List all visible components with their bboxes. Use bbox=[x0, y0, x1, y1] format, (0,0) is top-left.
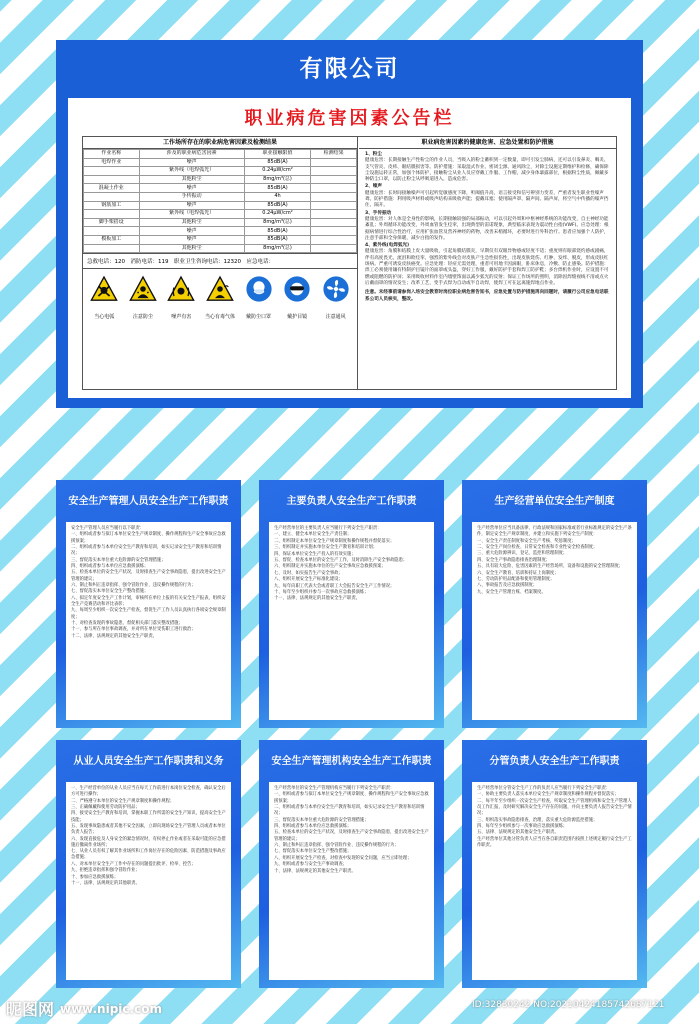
table-cell: 0.24μW/cm² bbox=[244, 210, 311, 219]
sign-item bbox=[125, 275, 161, 320]
board-item: 生产经营单位分管安全生产工作的负责人应当履行下列安全生产职责： bbox=[477, 786, 611, 791]
board-item: 十、法律、法规规定的其他安全生产职责。 bbox=[274, 868, 356, 874]
sign-label: 当心有毒气体 bbox=[204, 314, 235, 321]
column-header: 作业名称 bbox=[84, 150, 140, 159]
board-item: 四、组织或者参与本单位应急救援演练； bbox=[71, 563, 149, 569]
table-row bbox=[84, 192, 357, 201]
board-item: 安全生产管理人员应当履行以下职责： bbox=[71, 526, 145, 531]
board-content bbox=[269, 782, 434, 980]
column-header: 涉及的职业病危害因素 bbox=[139, 150, 244, 159]
board-item: 一、安全生产责任制度和安全生产考核、奖惩制度； bbox=[477, 538, 576, 544]
board-item: 一、协助主要负责人落实本单位安全生产规章制度和操作规程并督促落实； bbox=[477, 792, 619, 798]
board-item: 十一、法律、法规规定的其他职责。 bbox=[71, 880, 140, 886]
sign-label: 注意防尘 bbox=[132, 314, 153, 321]
table-cell: 其他粉尘 bbox=[139, 175, 244, 184]
board-item: 三、组织落实事故隐患排查、治理，落实重大危险源监控措施； bbox=[477, 817, 598, 823]
table-row bbox=[84, 201, 357, 210]
hazard-table bbox=[83, 149, 357, 253]
sign-item bbox=[202, 275, 238, 320]
bulletin-title: 职业病危害因素公告栏 bbox=[244, 108, 455, 129]
board-title: 安全生产管理人员安全生产工作职责 bbox=[68, 496, 229, 507]
table-cell: 模板加工 bbox=[84, 235, 140, 244]
section-body: 健康危害：长时间接触噪声可引起听觉敏感度下降，听阈值升高，语言接受和信号辨别力变差，严重者发生职业性噪声聋。防护措施：利用吸声材料或吸声结构来吸收声能；提戴耳塞；使用隔声罩、隔声间、隔声屏，将空气中传播的噪声挡住、隔开。 bbox=[365, 190, 609, 209]
board-item: 九、组织或者参与安全生产事故调查； bbox=[274, 862, 348, 868]
emergency-phones: 急救电话：120 消防电话：119 职业卫生咨询电话：12320 应急电话： bbox=[83, 253, 357, 269]
board-item: 二、严格遵守本单位的安全生产规章制度和操作规程； bbox=[71, 798, 175, 804]
board-item: 九、安全生产管理台账、档案制度。 bbox=[477, 589, 546, 595]
table-cell: 85dB(A) bbox=[244, 201, 311, 210]
board-item: 四、组织或者参与本单位应急救援演练； bbox=[274, 823, 352, 829]
board-item: 七、劳动防护用品配备和使用管理制度； bbox=[477, 576, 555, 582]
column-header: 检测结果 bbox=[311, 150, 357, 159]
table-cell: 噪声 bbox=[139, 235, 244, 244]
section-title: 2、噪声 bbox=[365, 184, 382, 190]
board-item: 一、建立、健全本单位安全生产责任制； bbox=[274, 532, 352, 538]
table-cell: 电焊作业 bbox=[84, 158, 140, 167]
board-item: 生产经营单位的安全生产管理机构应当履行下列安全生产职责： bbox=[274, 786, 395, 791]
board-item: 九、每周至少组织一次安全生产检查，督促生产工作人员认真执行各项安全规章制度； bbox=[71, 608, 226, 620]
table-row bbox=[84, 167, 357, 176]
table-row bbox=[84, 175, 357, 184]
sign-item bbox=[86, 275, 122, 320]
table-cell bbox=[311, 184, 357, 193]
board-item: 八、组织开展安全生产标准化建设； bbox=[274, 577, 343, 583]
table-cell bbox=[84, 192, 140, 201]
board-item: 四、每年至少组织参与一次事故应急救援演练； bbox=[477, 823, 568, 829]
table-cell: 4h bbox=[244, 192, 311, 201]
board-content bbox=[472, 782, 637, 980]
section-body: 健康危害：角膜和结膜上皮大量吸收，引起角膜结膜炎，早期仅有双眼异物感或轻度不适；重度则有眼部烧灼感或剧痛，伴有高度畏光、流泪和睑痉挛，强烈的紫外线会对皮肤产生急性损伤性，出现皮肤烧伤、红肿、发痒、脱皮，形成皮肤红斑病。严重可诱发皮肤癌变。应急处理：轻症无需处理，重者可用地卡因滴眼，卧床休息，冷敷、防止感染。防护措施：焊工必须使用镶有特制护目镜片的面罩或头盔，穿好工作服，戴好防护手套和焊工防护鞋；多台焊机作业时，应设置不可燃或阻燃的防护屏；采用吸收材料作室内墙壁饰面以减少弧光的反射；保证工作场所的照明，消除因焊缝视线不清或点火后戴面罩的情况发生；改革工艺，变手式焊为自动或半自动焊，使焊工可在远离施焊地点作业。 bbox=[365, 249, 609, 286]
sign-item bbox=[241, 275, 277, 320]
board-item: 三、重大危险源辨识、登记、监控和管理制度； bbox=[477, 551, 568, 557]
responsibility-board bbox=[56, 480, 241, 728]
board-content bbox=[66, 782, 231, 980]
measures-text bbox=[359, 149, 616, 305]
table-cell: 8mg/m³(总) bbox=[244, 218, 311, 227]
board-item: 六、安全生产教育、培训和持证上岗制度； bbox=[477, 570, 559, 576]
table-cell: 8mg/m³(总) bbox=[244, 244, 311, 253]
board-item: 二、安全生产岗位检查、日常安全检查和专业性安全检查制度； bbox=[477, 544, 598, 550]
board-item: 七、督促落实本单位安全生产整改措施； bbox=[274, 849, 352, 855]
board-item: 二、组织或者参与本单位安全生产教育和培训，如实记录安全生产教育和培训情况； bbox=[274, 804, 425, 817]
table-cell bbox=[311, 235, 357, 244]
board-item: 生产经营单位其他分管负责人应当在各自职责范围内按照上述规定履行安全生产工作职责。 bbox=[477, 836, 632, 848]
table-header-row bbox=[84, 150, 357, 159]
board-item: 五、检查本单位的安全生产状况，及时排查生产安全事故隐患，提出改进安全生产管理的建议； bbox=[71, 570, 226, 582]
column-header: 职业接触限值 bbox=[244, 150, 311, 159]
board-item: 三、正确佩戴和使用劳动防护用品； bbox=[71, 804, 140, 810]
sign-item bbox=[279, 275, 315, 320]
board-item: 七、从业人员有权了解其作业场所和工作岗位存在的危险因素、防范措施及事故应急措施； bbox=[71, 849, 226, 861]
poison-warning-icon bbox=[90, 275, 118, 303]
table-cell: 紫外线（电焊弧光） bbox=[139, 210, 244, 219]
watermark-id: ID:32830242 NO:20210424185742687121 bbox=[472, 1000, 665, 1010]
table-row bbox=[84, 235, 357, 244]
board-item: 八、组织开展安全生产检查，对检查中发现的安全问题，应当立即处理； bbox=[274, 855, 412, 861]
board-item: 二、每半年至少组织一次安全生产检查，听取安全生产管理机构和安全生产管理人员工作汇报，及时研究解决安全生产存在的问题，并向主要负责人报告安全生产情况； bbox=[477, 798, 632, 817]
gas-warning-icon bbox=[206, 275, 234, 303]
section-title: 1、粉尘 bbox=[365, 152, 382, 157]
section-title: 3、手传振动 bbox=[365, 210, 392, 216]
table-row bbox=[84, 218, 357, 227]
board-item: 十一、法律、法规规定的其他安全生产职责。 bbox=[274, 596, 360, 602]
table-cell bbox=[311, 167, 357, 176]
board-item: 三、督促落实本单位重大危险源的安全管理措施； bbox=[274, 817, 369, 823]
table-cell bbox=[311, 210, 357, 219]
board-item: 八、对本单位安全生产工作中存在的问题提出批评、检举、控告； bbox=[71, 861, 196, 867]
board-item: 六、制止和纠正违章指挥、强令冒险作业、违反操作规程的行为； bbox=[274, 842, 399, 848]
ventilation-icon bbox=[322, 275, 350, 303]
board-title: 生产经营单位安全生产制度 bbox=[494, 496, 615, 507]
board-item: 六、组织制定并实施本单位的生产安全事故应急救援预案； bbox=[274, 564, 386, 570]
dust-mask-icon bbox=[245, 275, 273, 303]
table-cell bbox=[311, 227, 357, 236]
responsibility-board bbox=[259, 740, 444, 988]
board-item: 五、督促、检查本单位的安全生产工作，及时消除生产安全事故隐患； bbox=[274, 557, 408, 563]
warning-signs bbox=[83, 269, 357, 320]
watermark-url: www.nipic.com bbox=[60, 1002, 162, 1016]
sign-item bbox=[163, 275, 199, 320]
board-title: 从业人员安全生产工作职责和义务 bbox=[73, 756, 224, 767]
section-title: 4、紫外线(电焊弧光) bbox=[365, 243, 410, 249]
board-content bbox=[269, 522, 434, 720]
table-cell: 85dB(A) bbox=[244, 227, 311, 236]
watermark-site: 昵图网 bbox=[6, 1000, 55, 1019]
board-item: 十、对检查发现的事故隐患，督促相关部门落实整改措施； bbox=[71, 620, 183, 626]
responsibility-board bbox=[462, 740, 647, 988]
bulletin-content bbox=[68, 98, 631, 398]
sign-label: 戴防尘口罩 bbox=[246, 314, 272, 321]
hazard-factors-panel bbox=[83, 137, 358, 389]
info-panel bbox=[82, 136, 617, 390]
table-cell: 85dB(A) bbox=[244, 235, 311, 244]
table-cell: 噪声 bbox=[139, 158, 244, 167]
table-cell bbox=[311, 244, 357, 253]
table-cell: 混凝土作业 bbox=[84, 184, 140, 193]
board-item: 生产经营单位应当具备法律、行政法规和国家标准或者行业标准规定的安全生产条件，制定安全生产规章制度，并建立和实施下列安全生产制度： bbox=[477, 526, 632, 538]
board-item: 十二、法律、法规规定的其他安全生产职责。 bbox=[71, 633, 157, 639]
sign-label: 注意通风 bbox=[325, 314, 346, 321]
board-item: 二、组织或者参与本单位安全生产教育和培训，如实记录安全生产教育和培训情况； bbox=[71, 544, 222, 557]
board-item: 十一、参与所在单位事故调查，并对所在单位受伤职工进行救治； bbox=[71, 627, 196, 633]
table-cell: 8mg/m³(总) bbox=[244, 175, 311, 184]
table-cell bbox=[311, 158, 357, 167]
table-cell: 0.24μW/cm² bbox=[244, 167, 311, 176]
section-body: 健康危害：长期接触生产性粉尘的作业人员，当吸入的粉尘蓄积到一定数量，即可引发尘肺病，还可以引发鼻炎、咽炎、支气管炎、皮疹、眼结膜损害等。防护措施：采取湿式作业、密闭尘源、通风除尘，对除尘设施定期维护和检修，确保除尘设施运转正常，加强个体防护，接触粉尘从业人员应穿戴工作服、工作帽，减少身体暴露部位，根据粉尘性质，佩戴多种防尘口罩，以防止粉尘从呼吸道进入，造成危害。 bbox=[365, 158, 609, 183]
board-item: 五、发现事故隐患或者其他不安全因素，立即向现场安全生产管理人员或者本单位负责人报告； bbox=[71, 823, 226, 836]
table-cell: 噪声 bbox=[139, 184, 244, 193]
table-cell bbox=[84, 167, 140, 176]
table-cell: 其他粉尘 bbox=[139, 244, 244, 253]
main-bulletin-board bbox=[56, 40, 643, 408]
table-row bbox=[84, 158, 357, 167]
responsibility-board bbox=[462, 480, 647, 728]
sign-label: 噪声有害 bbox=[171, 314, 192, 321]
table-cell bbox=[84, 210, 140, 219]
board-item: 三、组织制定并实施本单位安全生产教育和培训计划； bbox=[274, 545, 378, 551]
board-item: 九、拒绝违章指挥和强令冒险作业； bbox=[71, 868, 140, 874]
board-item: 八、事故报告及应急救援制度； bbox=[477, 583, 538, 589]
table-cell: 85dB(A) bbox=[244, 158, 311, 167]
table-cell bbox=[84, 227, 140, 236]
measures-header: 职业病危害因素的健康危害、应急处置和防护措施 bbox=[359, 137, 616, 149]
board-item: 一、生产经营单位的从业人员应当在每天工作前进行本岗位安全检查，确认安全后方可进行操作； bbox=[71, 786, 226, 798]
responsibility-board bbox=[259, 480, 444, 728]
table-cell bbox=[311, 192, 357, 201]
board-item: 五、法律、法规规定的其他安全生产职责。 bbox=[477, 830, 559, 836]
table-cell: 85dB(A) bbox=[244, 184, 311, 193]
table-cell bbox=[311, 175, 357, 184]
board-item: 三、督促落实本单位重大危险源的安全管理措施； bbox=[71, 557, 166, 563]
hazard-table-header: 工作场所存在的职业病危害因素及检测结果 bbox=[83, 137, 357, 149]
board-item: 四、保证本单位安全生产投入的有效实施； bbox=[274, 551, 356, 557]
board-item: 七、督促落实本单位安全生产整改措施； bbox=[71, 589, 149, 595]
board-content bbox=[66, 522, 231, 720]
board-item: 十、参加应急救援演练； bbox=[71, 874, 119, 880]
table-row bbox=[84, 227, 357, 236]
table-row bbox=[84, 244, 357, 253]
table-cell: 噪声 bbox=[139, 201, 244, 210]
table-cell bbox=[311, 218, 357, 227]
board-title: 分管负责人安全生产工作职责 bbox=[489, 756, 620, 767]
table-cell: 噪声 bbox=[139, 227, 244, 236]
board-item: 五、检查本单位的安全生产状况，及时排查生产安全事故隐患，提出改进安全生产管理的建议； bbox=[274, 830, 429, 842]
board-item: 一、组织或者参与拟订本单位安全生产规章制度、操作规程和生产安全事故应急救援预案； bbox=[274, 792, 429, 804]
board-item: 六、制止和纠正违章指挥、强令冒险作业、违反操作规程的行为； bbox=[71, 582, 196, 588]
board-item: 六、发现直接危及人身安全的紧急情况时，有权停止作业或者在采取可能的应急措施后撤离作业场所； bbox=[71, 836, 226, 848]
health-measures-panel bbox=[359, 137, 616, 389]
table-cell: 其他粉尘 bbox=[139, 218, 244, 227]
board-item: 九、每年向职工代表大会或者职工大会报告安全生产工作情况； bbox=[274, 583, 395, 589]
table-cell: 钢筋加工 bbox=[84, 201, 140, 210]
board-item: 生产经营单位的主要负责人应当履行下列安全生产职责： bbox=[274, 526, 382, 531]
table-cell: 脚手架搭设 bbox=[84, 218, 140, 227]
company-title: 有限公司 bbox=[299, 56, 400, 82]
sign-item bbox=[318, 275, 354, 320]
board-title: 安全生产管理机构安全生产工作职责 bbox=[271, 756, 432, 767]
table-cell bbox=[311, 201, 357, 210]
board-item: 五、具有较大危险、危害因素的生产经营场所、设备和设施的安全管理制度； bbox=[477, 564, 624, 570]
board-item: 七、及时、如实报告生产安全事故； bbox=[274, 570, 343, 576]
section-body: 健康危害：对人体是全身性的影响，长期接触较强的局部振动，可以引起外周和中枢神经系统的功能改变，自主神经功能紊乱；外周循环功能改变，外周血管发生痉挛，出现典型的雷诺现象，典型临床表现为震动性白指(VWF)。应急处理：根据病情进行综合性治疗，应用扩张血管及营养神经的药物，改善末梢循环，必要时进行外科治疗。患者应加强个人防护，注意手部和全身保暖，减少白指的发作。 bbox=[365, 216, 609, 241]
board-title: 主要负责人安全生产工作职责 bbox=[286, 496, 417, 507]
board-item: 一、组织或者参与拟订本单位安全生产规章制度、操作规程和生产安全事故应急救援预案； bbox=[71, 532, 226, 544]
board-content bbox=[472, 522, 637, 720]
sign-label: 戴护目镜 bbox=[287, 314, 308, 321]
board-item: 四、安全生产事故隐患排查治理制度； bbox=[477, 557, 551, 563]
table-cell bbox=[84, 175, 140, 184]
table-row bbox=[84, 184, 357, 193]
table-cell: 紫外线（电焊弧光） bbox=[139, 167, 244, 176]
table-cell: 手传振动 bbox=[139, 192, 244, 201]
board-item: 二、组织制定本单位安全生产规章制度和操作规程并督促落实； bbox=[274, 538, 395, 544]
board-item: 十、每年至少组织并参与一次事故应急救援演练； bbox=[274, 589, 369, 595]
noise-warning-icon bbox=[167, 275, 195, 303]
board-item: 八、拟定年度安全生产工作计划，审核所在单位上报的有关安全生产报表，组织安全生产竞赛活动和评比表彰； bbox=[71, 595, 226, 607]
hazard-table-body bbox=[84, 158, 357, 253]
goggles-icon bbox=[283, 275, 311, 303]
board-item: 四、接受安全生产教育和培训，掌握本职工作所需的安全生产知识，提高安全生产技能； bbox=[71, 811, 226, 823]
responsibility-board bbox=[56, 740, 241, 988]
dust-warning-icon bbox=[129, 275, 157, 303]
table-row bbox=[84, 210, 357, 219]
measures-footer: 注意。未经事前请参岗入场安全教育时岗位职业病危害告知书，应急处置与防护措施再向回题时，请履行公司应急电话联系公司人员核实，整改。 bbox=[365, 290, 609, 302]
table-cell bbox=[84, 244, 140, 253]
sign-label: 当心电弧 bbox=[94, 314, 115, 321]
